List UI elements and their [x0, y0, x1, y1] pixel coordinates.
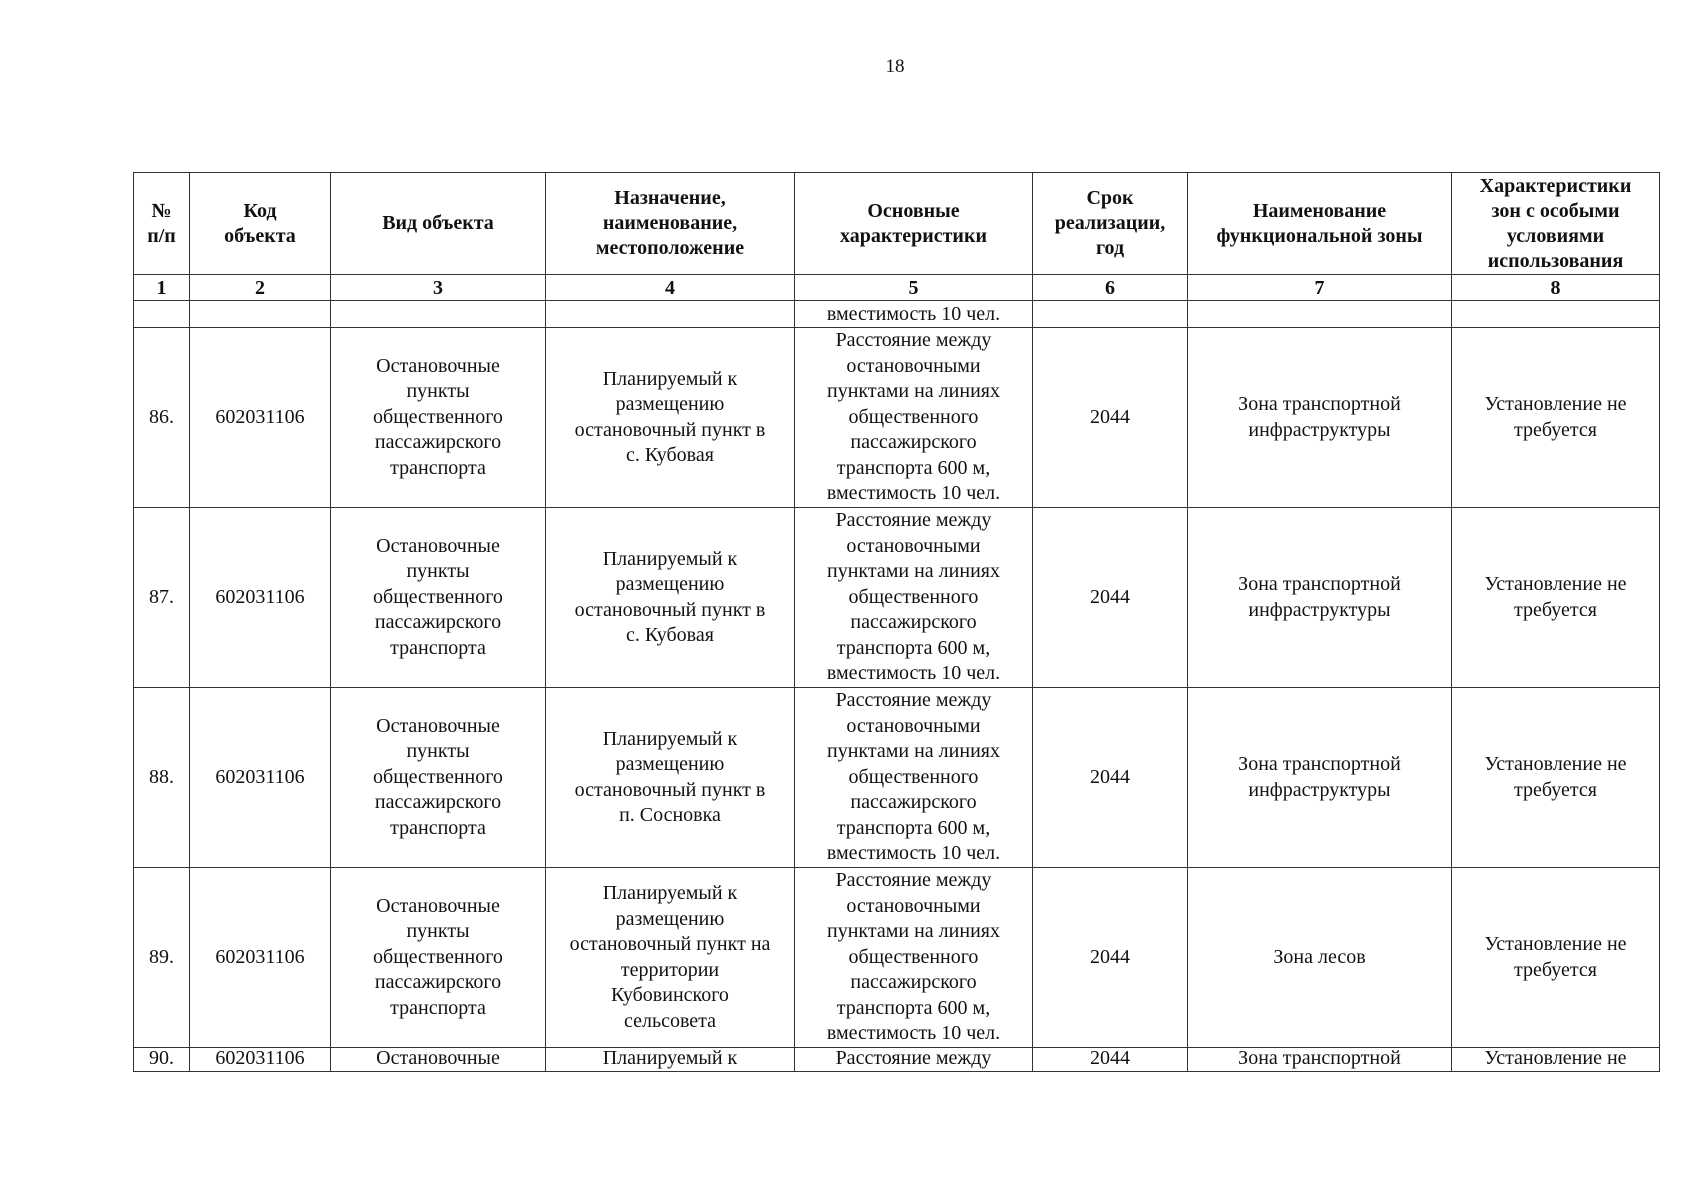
header-cell-purpose: Назначение, наименование, местоположение	[546, 173, 795, 275]
document-table-container	[133, 172, 1659, 1072]
object-type-cell: Остановочные пункты общественного пассажирского транспорта	[331, 508, 546, 688]
object-type-cell: Остановочные	[331, 1048, 546, 1072]
object-code-cell: 602031106	[190, 328, 331, 508]
column-number-cell: 7	[1188, 275, 1452, 301]
table-cell	[1188, 301, 1452, 328]
column-number-cell: 2	[190, 275, 331, 301]
term-cell: 2044	[1033, 688, 1188, 868]
characteristics-cell: Расстояние между остановочными пунктами на линиях общественного пассажирского транспорта 600 м, вместимость 10 чел.	[795, 868, 1033, 1048]
header-cell-characteristics: Основные характеристики	[795, 173, 1033, 275]
table-row	[134, 508, 1660, 688]
term-cell: 2044	[1033, 508, 1188, 688]
term-cell: 2044	[1033, 328, 1188, 508]
purpose-cell: Планируемый к размещению остановочный пункт в п. Сосновка	[546, 688, 795, 868]
functional-zone-cell: Зона транспортной инфраструктуры	[1188, 508, 1452, 688]
table-row	[134, 328, 1660, 508]
column-number-cell: 6	[1033, 275, 1188, 301]
special-zones-cell: Установление не требуется	[1452, 508, 1660, 688]
column-number-cell: 1	[134, 275, 190, 301]
table-cell	[190, 301, 331, 328]
row-number-cell: 86.	[134, 328, 190, 508]
special-zones-cell: Установление не требуется	[1452, 328, 1660, 508]
table-cell: вместимость 10 чел.	[795, 301, 1033, 328]
header-cell-special-zones: Характеристики зон с особыми условиями использования	[1452, 173, 1660, 275]
column-number-cell: 3	[331, 275, 546, 301]
objects-table	[133, 172, 1660, 1072]
table-row	[134, 868, 1660, 1048]
term-cell: 2044	[1033, 868, 1188, 1048]
table-cell	[1033, 301, 1188, 328]
column-number-cell: 5	[795, 275, 1033, 301]
purpose-cell: Планируемый к размещению остановочный пункт на территории Кубовинского сельсовета	[546, 868, 795, 1048]
table-row	[134, 1048, 1660, 1072]
table-cell	[331, 301, 546, 328]
purpose-cell: Планируемый к размещению остановочный пункт в с. Кубовая	[546, 328, 795, 508]
special-zones-cell: Установление не требуется	[1452, 688, 1660, 868]
header-cell-code: Код объекта	[190, 173, 331, 275]
term-cell: 2044	[1033, 1048, 1188, 1072]
page-number: 18	[885, 56, 905, 77]
header-row	[134, 173, 1660, 275]
special-zones-cell: Установление не требуется	[1452, 868, 1660, 1048]
purpose-cell: Планируемый к размещению остановочный пункт в с. Кубовая	[546, 508, 795, 688]
functional-zone-cell: Зона транспортной инфраструктуры	[1188, 328, 1452, 508]
column-number-cell: 8	[1452, 275, 1660, 301]
header-cell-functional-zone: Наименование функциональной зоны	[1188, 173, 1452, 275]
object-type-cell: Остановочные пункты общественного пассажирского транспорта	[331, 328, 546, 508]
table-row	[134, 688, 1660, 868]
table-cell	[1452, 301, 1660, 328]
object-type-cell: Остановочные пункты общественного пассажирского транспорта	[331, 688, 546, 868]
functional-zone-cell: Зона лесов	[1188, 868, 1452, 1048]
header-cell-object-type: Вид объекта	[331, 173, 546, 275]
object-code-cell: 602031106	[190, 1048, 331, 1072]
row-number-cell: 90.	[134, 1048, 190, 1072]
object-code-cell: 602031106	[190, 868, 331, 1048]
column-number-cell: 4	[546, 275, 795, 301]
column-number-row	[134, 275, 1660, 301]
purpose-cell: Планируемый к	[546, 1048, 795, 1072]
row-number-cell: 89.	[134, 868, 190, 1048]
characteristics-cell: Расстояние между	[795, 1048, 1033, 1072]
characteristics-cell: Расстояние между остановочными пунктами на линиях общественного пассажирского транспорта 600 м, вместимость 10 чел.	[795, 508, 1033, 688]
row-number-cell: 88.	[134, 688, 190, 868]
continuation-row	[134, 301, 1660, 328]
characteristics-cell: Расстояние между остановочными пунктами на линиях общественного пассажирского транспорта 600 м, вместимость 10 чел.	[795, 688, 1033, 868]
characteristics-cell: Расстояние между остановочными пунктами на линиях общественного пассажирского транспорта 600 м, вместимость 10 чел.	[795, 328, 1033, 508]
functional-zone-cell: Зона транспортной инфраструктуры	[1188, 688, 1452, 868]
table-cell	[546, 301, 795, 328]
functional-zone-cell: Зона транспортной	[1188, 1048, 1452, 1072]
header-cell-number: № п/п	[134, 173, 190, 275]
object-code-cell: 602031106	[190, 508, 331, 688]
row-number-cell: 87.	[134, 508, 190, 688]
object-type-cell: Остановочные пункты общественного пассажирского транспорта	[331, 868, 546, 1048]
table-cell	[134, 301, 190, 328]
header-cell-term: Срок реализации, год	[1033, 173, 1188, 275]
object-code-cell: 602031106	[190, 688, 331, 868]
special-zones-cell: Установление не	[1452, 1048, 1660, 1072]
